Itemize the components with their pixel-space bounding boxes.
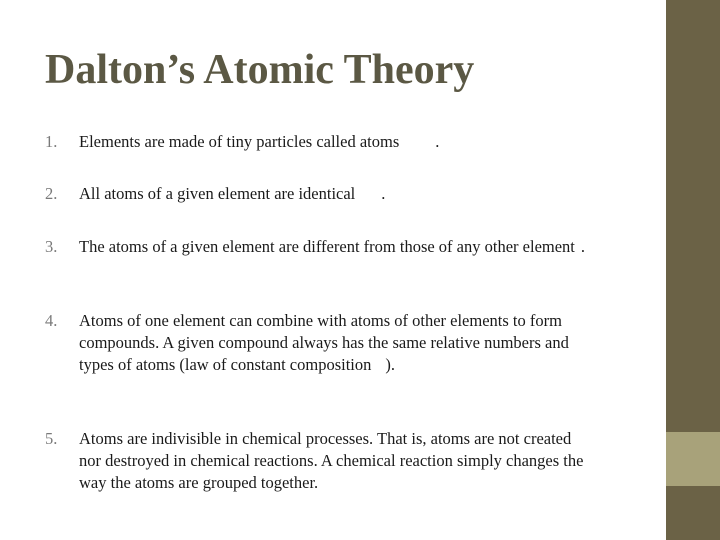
list-item xyxy=(45,428,585,494)
sidebar-decoration-bottom xyxy=(666,486,720,540)
list-item xyxy=(45,131,585,153)
list-item-text xyxy=(79,131,585,153)
list-item-text-main: The atoms of a given element are different from those of any other element xyxy=(79,237,575,256)
list-item-text-main: Elements are made of tiny particles called atoms xyxy=(79,132,400,151)
list-item-number: 4. xyxy=(45,311,58,330)
list-item xyxy=(45,236,585,258)
list-item-text xyxy=(79,236,585,258)
list-item-text xyxy=(79,428,585,494)
sidebar-decoration-top xyxy=(666,0,720,432)
list-item-text-tail: . xyxy=(580,237,586,256)
list-item-number: 5. xyxy=(45,429,58,448)
slide-title: Dalton’s Atomic Theory xyxy=(45,47,475,93)
list-item-number: 1. xyxy=(45,132,58,151)
list-item-text xyxy=(79,183,585,205)
list-item xyxy=(45,310,585,376)
list-item-number: 3. xyxy=(45,237,58,256)
list-item-text-tail: ). xyxy=(385,355,395,374)
list-item-text-main: Atoms of one element can combine with atoms of other elements to form compounds. A given compound always has the same relative numbers and types of atoms (law of constant composition xyxy=(79,311,569,374)
list-item xyxy=(45,183,585,205)
sidebar-decoration-accent xyxy=(666,432,720,486)
list-item-text-main: All atoms of a given element are identical xyxy=(79,184,356,203)
list-item-text-tail: . xyxy=(435,132,440,151)
list-item-number: 2. xyxy=(45,184,58,203)
list-item-text-tail: . xyxy=(381,184,386,203)
list-item-text xyxy=(79,310,585,376)
list-item-text-main: Atoms are indivisible in chemical processes. That is, atoms are not created nor destroyed in chemical reactions. A chemical reaction simply changes the way the atoms are grouped together. xyxy=(79,429,584,492)
